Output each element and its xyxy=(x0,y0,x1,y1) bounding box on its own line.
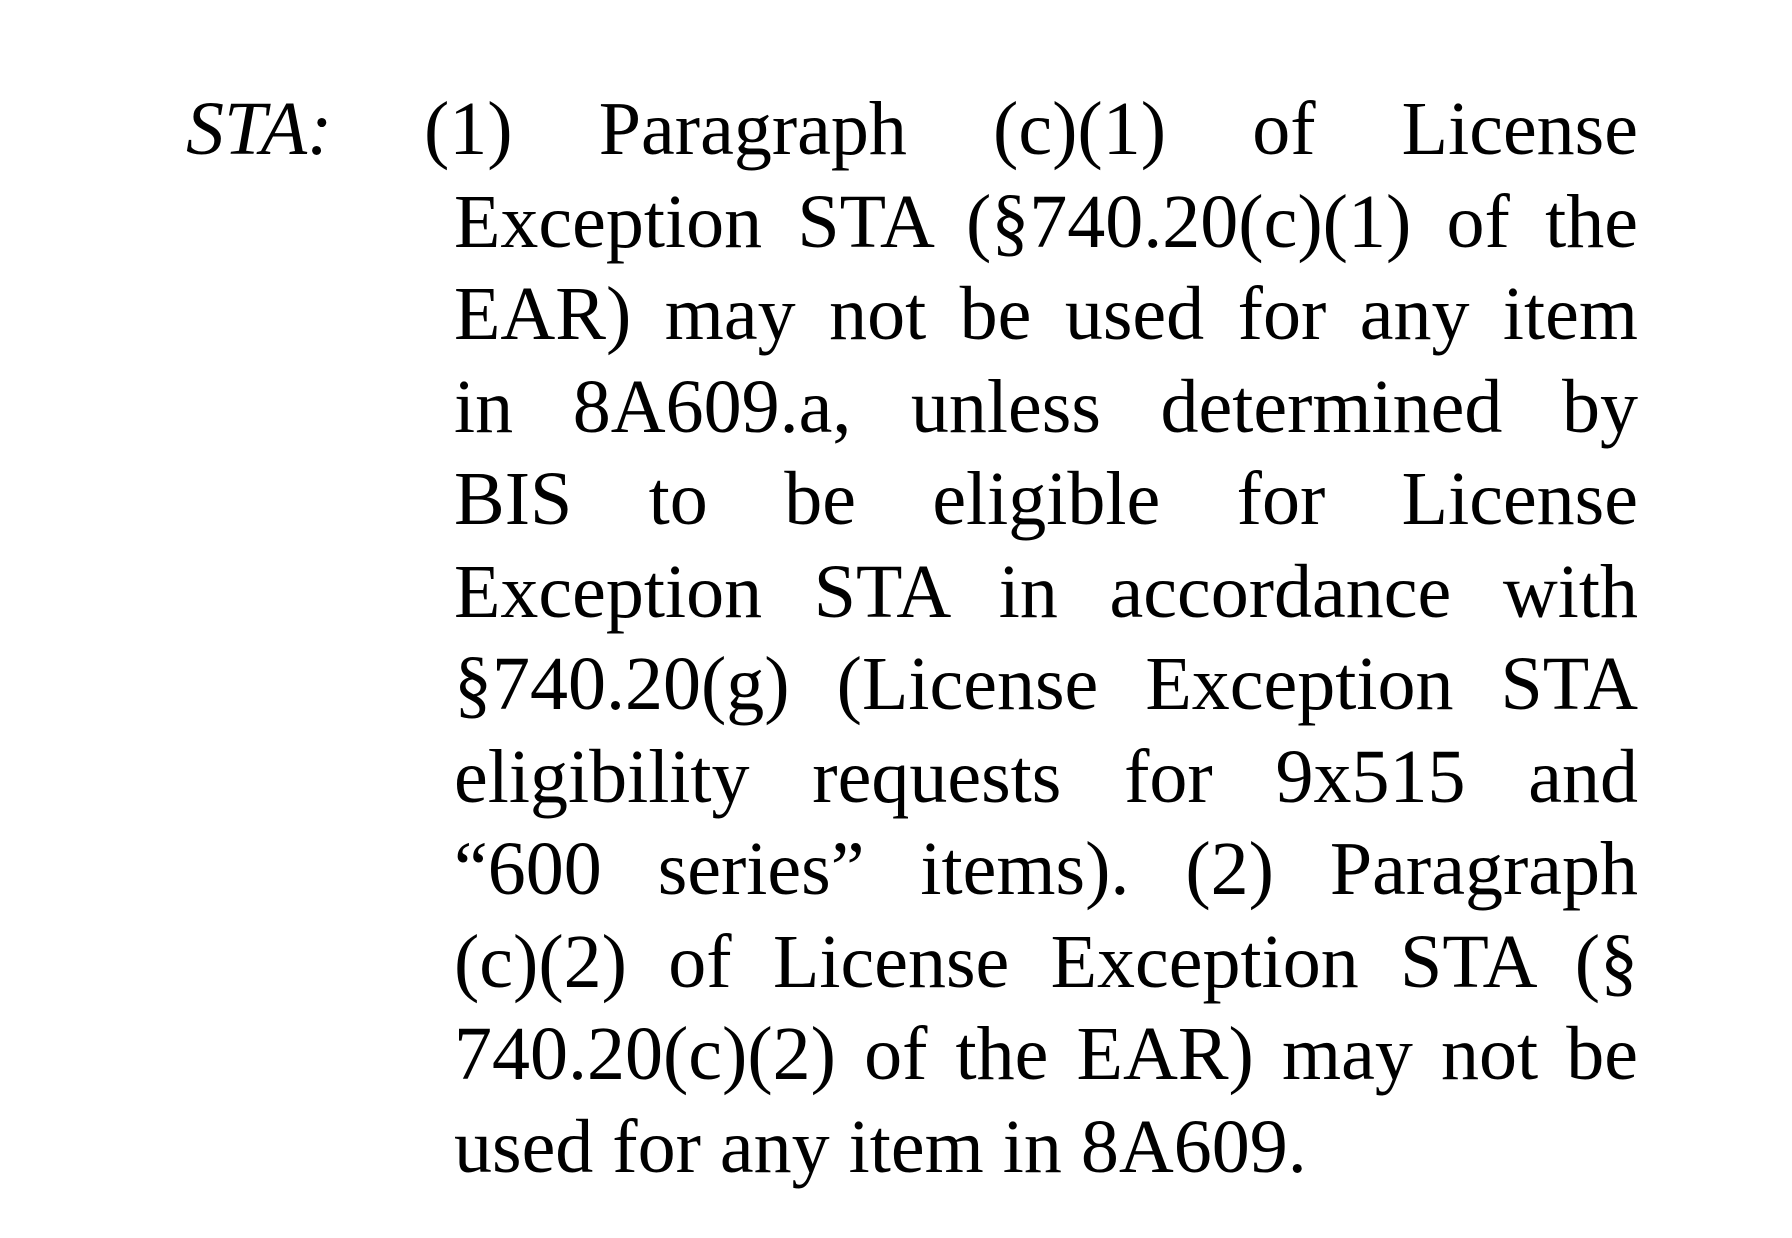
entry-body xyxy=(424,83,1638,1193)
entry-line: eligibility requests for 9x515 and xyxy=(454,734,1638,819)
entry-label: STA: xyxy=(186,87,333,171)
entry-line: §740.20(g) (License Exception STA xyxy=(454,642,1638,726)
entry-line: 740.20(c)(2) of the EAR) may not be xyxy=(454,1012,1638,1096)
entry-line: EAR) may not be used for any item xyxy=(454,272,1638,356)
entry-line: (c)(2) of License Exception STA (§ xyxy=(454,919,1638,1004)
entry-line: (1) Paragraph (c)(1) of License xyxy=(424,87,1638,171)
entry-line: Exception STA (§740.20(c)(1) of the xyxy=(454,179,1638,264)
entry-line: Exception STA in accordance with xyxy=(454,549,1638,634)
entry-line: BIS to be eligible for License xyxy=(454,457,1638,541)
entry-line: used for any item in 8A609. xyxy=(454,1104,1307,1189)
entry-line: in 8A609.a, unless determined by xyxy=(454,364,1638,449)
entry-line: “600 series” items). (2) Paragraph xyxy=(454,827,1638,911)
